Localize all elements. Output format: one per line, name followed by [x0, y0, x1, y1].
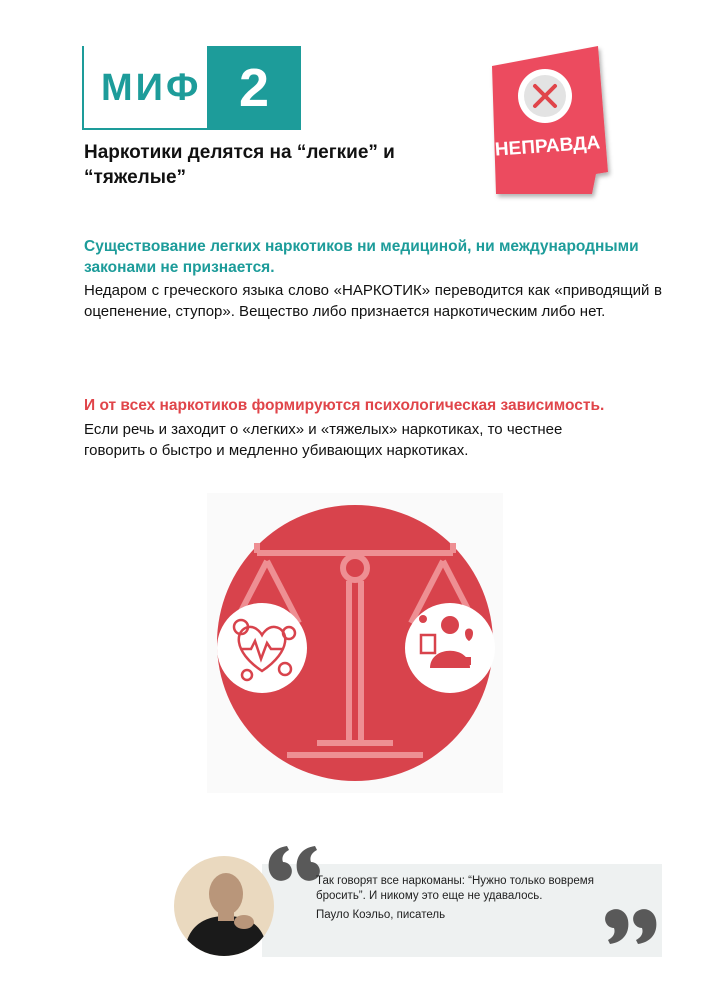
quote-close-icon — [598, 898, 658, 950]
myth-label: МИФ — [101, 67, 202, 109]
myth-number: 2 — [238, 58, 270, 118]
close-x-icon — [518, 69, 572, 123]
section-1-heading: Существование легких наркотиков ни медициной, ни международными законами не признается. — [84, 238, 639, 276]
myth-title: Наркотики делятся на “легкие” и “тяжелые” — [84, 142, 395, 188]
verdict-label: НЕПРАВДА — [494, 132, 601, 161]
author-photo — [174, 856, 274, 956]
section-2-heading: И от всех наркотиков формируются психологическая зависимость. — [84, 397, 605, 414]
scales-illustration — [207, 493, 503, 793]
section-2-body: Если речь и заходит о «легких» и «тяжелых» наркотиках, то честнее говорить о быстро и медленно убивающих наркотиках. — [84, 421, 563, 459]
verdict-stamp — [486, 44, 614, 202]
quote-text: Так говорят все наркоманы: “Нужно только вовремя бросить”. И никому это еще не удавалось. — [316, 875, 594, 902]
left-bowl — [217, 603, 307, 693]
myth-number-box — [207, 46, 301, 130]
quote-author: Пауло Коэльо, писатель — [316, 909, 446, 921]
section-1-body: Недаром с греческого языка слово «НАРКОТИК» переводится как «приводящий в оцепенение, ступор». Вещество либо признается наркотическим либо нет. — [84, 282, 662, 320]
